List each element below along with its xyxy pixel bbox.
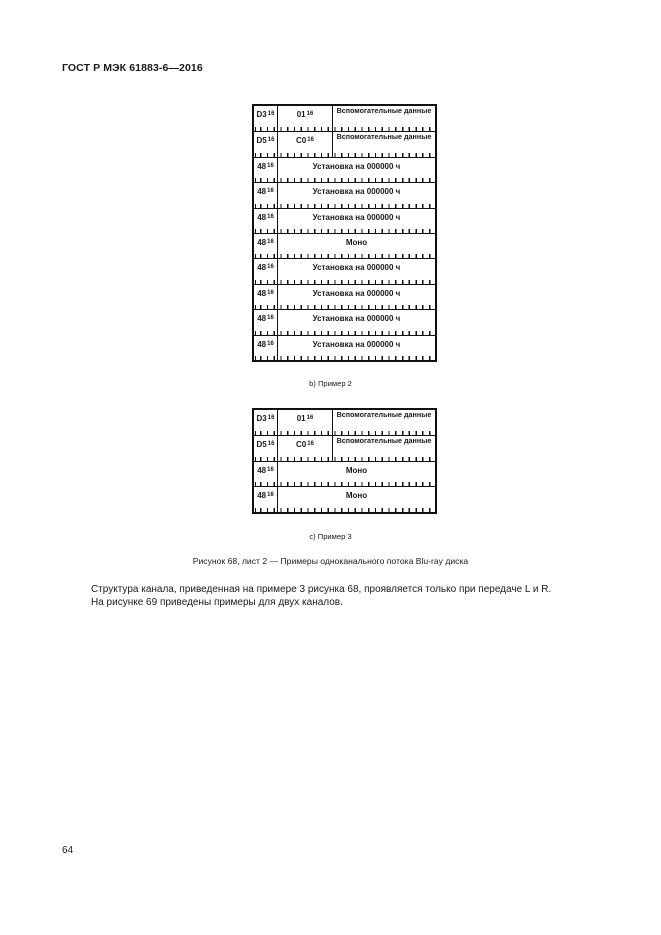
code-cell-value: C0: [296, 136, 307, 146]
data-block-diagram-example-3: [252, 408, 437, 514]
quadlet-row: [254, 486, 435, 511]
label-cell-base: 16: [267, 137, 275, 144]
body-line-1: Структура канала, приведенная на примере 3 рисунка 68, проявляется только при передаче L и R.: [91, 584, 552, 595]
aux-data-cell: Вспомогательные данные: [336, 132, 432, 142]
label-cell-value: D5: [256, 440, 267, 450]
label-cell-value: 48: [257, 212, 267, 222]
value-cell: Установка на 000000 ч: [312, 314, 401, 324]
bit-ticks: [254, 356, 435, 360]
label-cell-base: 16: [267, 162, 274, 169]
label-cell-value: 48: [257, 339, 267, 349]
value-cell: Установка на 000000 ч: [312, 212, 401, 222]
quadlet-row: [254, 435, 435, 460]
code-cell-base: 16: [307, 137, 314, 144]
figure-caption: Рисунок 68, лист 2 — Примеры одноканального потока Blu-ray диска: [192, 556, 469, 566]
quadlet-row: [254, 309, 435, 334]
value-cell: Установка на 000000 ч: [312, 339, 401, 349]
code-cell-value: 01: [296, 414, 306, 423]
data-block-diagram-example-2: [252, 104, 437, 362]
quadlet-row: [254, 461, 435, 486]
code-cell-value: 01: [296, 110, 306, 119]
label-cell-value: D3: [256, 110, 267, 119]
quadlet-row: [254, 258, 435, 283]
label-cell-value: 48: [257, 237, 267, 247]
code-cell-base: 16: [306, 111, 314, 117]
bit-ticks: [254, 508, 435, 512]
body-paragraph: [91, 583, 611, 609]
label-cell-value: 48: [257, 263, 267, 273]
label-cell-base: 16: [267, 492, 274, 499]
label-cell-value: 48: [257, 288, 267, 298]
label-cell-base: 16: [267, 289, 274, 296]
value-cell: Установка на 000000 ч: [312, 161, 401, 171]
document-header: ГОСТ Р МЭК 61883-6—2016: [62, 62, 203, 74]
label-cell-base: 16: [267, 340, 274, 347]
quadlet-row: [254, 335, 435, 360]
label-cell-base: 16: [267, 315, 274, 322]
aux-data-cell: Вспомогательные данные: [336, 410, 432, 419]
label-cell-value: 48: [257, 187, 267, 197]
value-cell: Моно: [345, 465, 368, 475]
quadlet-row: [254, 106, 435, 131]
label-cell-base: 16: [267, 238, 274, 245]
value-cell: Установка на 000000 ч: [312, 263, 401, 273]
aux-data-cell: Вспомогательные данные: [336, 106, 432, 115]
quadlet-row: [254, 410, 435, 435]
label-cell-base: 16: [267, 466, 274, 473]
aux-data-cell: Вспомогательные данные: [336, 436, 432, 446]
code-cell-base: 16: [306, 415, 314, 421]
code-cell-value: C0: [296, 440, 307, 450]
value-cell: Установка на 000000 ч: [312, 187, 401, 197]
label-cell-value: D5: [256, 136, 267, 146]
label-cell-value: D3: [256, 414, 267, 423]
body-line-2: На рисунке 69 приведены примеры для двух каналов.: [91, 597, 343, 608]
label-cell-value: 48: [257, 491, 267, 501]
code-cell-base: 16: [307, 441, 314, 448]
quadlet-row: [254, 233, 435, 258]
label-cell-value: 48: [257, 161, 267, 171]
quadlet-row: [254, 182, 435, 207]
label-cell-base: 16: [267, 111, 275, 117]
diagram-caption-example-3: c) Пример 3: [309, 532, 352, 541]
value-cell: Установка на 000000 ч: [312, 288, 401, 298]
label-cell-base: 16: [267, 213, 274, 220]
value-cell: Моно: [345, 237, 368, 247]
quadlet-row: [254, 284, 435, 309]
quadlet-row: [254, 131, 435, 156]
label-cell-base: 16: [267, 264, 274, 271]
label-cell-value: 48: [257, 465, 267, 475]
label-cell-value: 48: [257, 314, 267, 324]
page-number: 64: [62, 845, 74, 856]
diagram-caption-example-2: b) Пример 2: [309, 379, 352, 388]
quadlet-row: [254, 208, 435, 233]
label-cell-base: 16: [267, 415, 275, 421]
label-cell-base: 16: [267, 188, 274, 195]
quadlet-row: [254, 157, 435, 182]
label-cell-base: 16: [267, 441, 275, 448]
value-cell: Моно: [345, 491, 368, 501]
